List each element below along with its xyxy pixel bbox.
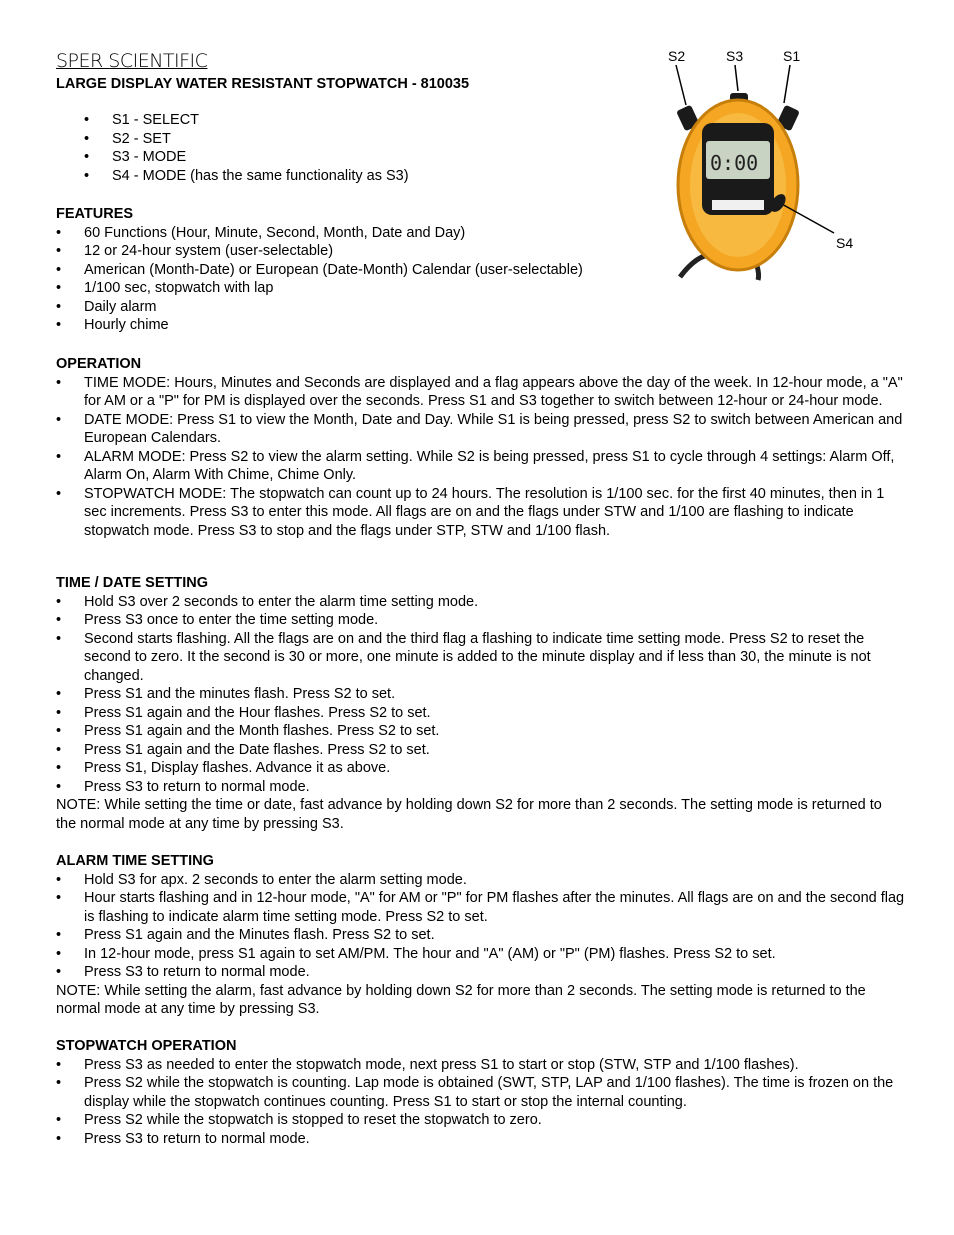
- time-date-section: [56, 574, 906, 833]
- document-title: LARGE DISPLAY WATER RESISTANT STOPWATCH - 810035: [56, 76, 470, 92]
- alarm-heading: ALARM TIME SETTING: [56, 853, 214, 869]
- s1-label: S1: [783, 48, 801, 64]
- list-item: • Press S1 again and the Date flashes. Press S2 to set.: [56, 741, 906, 760]
- list-item: • Hold S3 over 2 seconds to enter the alarm time setting mode.: [56, 593, 906, 612]
- operation-heading: OPERATION: [56, 356, 142, 372]
- list-item: • Press S1 again and the Hour flashes. Press S2 to set.: [56, 704, 906, 723]
- s4-label: S4: [836, 235, 854, 251]
- list-item: • Press S2 while the stopwatch is counting. Lap mode is obtained (SWT, STP, LAP and 1/100 flashes). The time is frozen on the display while the stopwatch continues counting. Press S1 to start or stop the internal counting.: [56, 1074, 906, 1111]
- s3-label: S3: [726, 48, 744, 64]
- list-item: • Hour starts flashing and in 12-hour mode, "A" for AM or "P" for PM flashes after the minutes. All flags are on and the second flag is flashing to indicate alarm time setting mode. Press S2 to set.: [56, 889, 906, 926]
- switch-item: • S3 - MODE: [84, 148, 409, 167]
- time-date-note: NOTE: While setting the time or date, fast advance by holding down S2 for more than 2 seconds. The setting mode is returned to the normal mode at any time by pressing S3.: [56, 797, 882, 832]
- alarm-note: NOTE: While setting the alarm, fast advance by holding down S2 for more than 2 seconds. The setting mode is returned to the normal mode at any time by pressing S3.: [56, 982, 866, 1017]
- list-item: • DATE MODE: Press S1 to view the Month, Date and Day. While S1 is being pressed, press S2 to switch between American and European Calendars.: [56, 411, 906, 448]
- alarm-section: [56, 852, 906, 1019]
- time-date-list: [56, 593, 906, 797]
- switch-item: • S4 - MODE (has the same functionality as S3): [84, 167, 409, 186]
- list-item: • In 12-hour mode, press S1 again to set AM/PM. The hour and "A" (AM) or "P" (PM) flashes. Press S2 to set.: [56, 945, 906, 964]
- stopwatch-operation-section: [56, 1037, 906, 1148]
- list-item: • Hold S3 for apx. 2 seconds to enter the alarm setting mode.: [56, 871, 906, 890]
- list-item: • 60 Functions (Hour, Minute, Second, Month, Date and Day): [56, 224, 906, 243]
- list-item: • Hourly chime: [56, 316, 906, 335]
- operation-section: [56, 355, 906, 540]
- switch-item: • S1 - SELECT: [84, 111, 409, 130]
- switch-item: • S2 - SET: [84, 130, 409, 149]
- list-item: • 1/100 sec, stopwatch with lap: [56, 279, 906, 298]
- list-item: • Press S1 and the minutes flash. Press S2 to set.: [56, 685, 906, 704]
- features-heading: FEATURES: [56, 206, 134, 222]
- list-item: • Second starts flashing. All the flags are on and the third flag a flashing to indicate time setting mode. Press S2 to reset the second to zero. It the second is 30 or more, one minute is added to the minute display and if less than 30, the minute is not changed.: [56, 630, 906, 686]
- switch-list: [84, 111, 409, 185]
- list-item: • Press S1 again and the Minutes flash. Press S2 to set.: [56, 926, 906, 945]
- list-item: • American (Month-Date) or European (Date-Month) Calendar (user-selectable): [56, 261, 906, 280]
- list-item: • Press S1 again and the Month flashes. Press S2 to set.: [56, 722, 906, 741]
- stopwatch-heading: STOPWATCH OPERATION: [56, 1038, 237, 1054]
- features-list: [56, 224, 906, 335]
- list-item: • 12 or 24-hour system (user-selectable): [56, 242, 906, 261]
- brand-logo: SPER SCIENTIFIC: [56, 50, 208, 72]
- list-item: • ALARM MODE: Press S2 to view the alarm setting. While S2 is being pressed, press S1 to cycle through 4 settings: Alarm Off, Alarm On, Alarm With Chime, Chime Only.: [56, 448, 906, 485]
- time-date-heading: TIME / DATE SETTING: [56, 575, 208, 591]
- operation-list: [56, 374, 906, 541]
- list-item: • Press S3 to return to normal mode.: [56, 1130, 906, 1149]
- list-item: • Daily alarm: [56, 298, 906, 317]
- list-item: • Press S1, Display flashes. Advance it as above.: [56, 759, 906, 778]
- s2-label: S2: [668, 48, 686, 64]
- list-item: • Press S3 once to enter the time setting mode.: [56, 611, 906, 630]
- list-item: • Press S3 as needed to enter the stopwatch mode, next press S1 to start or stop (STW, STP and 1/100 flashes).: [56, 1056, 906, 1075]
- stopwatch-list: [56, 1056, 906, 1149]
- list-item: • Press S3 to return to normal mode.: [56, 778, 906, 797]
- list-item: • Press S2 while the stopwatch is stopped to reset the stopwatch to zero.: [56, 1111, 906, 1130]
- list-item: • Press S3 to return to normal mode.: [56, 963, 906, 982]
- list-item: • TIME MODE: Hours, Minutes and Seconds are displayed and a flag appears above the day of the week. In 12-hour mode, a "A" for AM or a "P" for PM is displayed over the seconds. Press S1 and S3 together to switch between 12-hour or 24-hour mode.: [56, 374, 906, 411]
- features-section: [56, 205, 906, 335]
- list-item: • STOPWATCH MODE: The stopwatch can count up to 24 hours. The resolution is 1/100 sec. for the first 40 minutes, then in 1 sec increments. Press S3 to enter this mode. All flags are on and the flags under STW and 1/100 are flashing to indicate stopwatch mode. Press S3 to stop and the flags under STP, STW and 1/100 flash.: [56, 485, 906, 541]
- svg-text:0:00: 0:00: [710, 151, 759, 175]
- alarm-list: [56, 871, 906, 982]
